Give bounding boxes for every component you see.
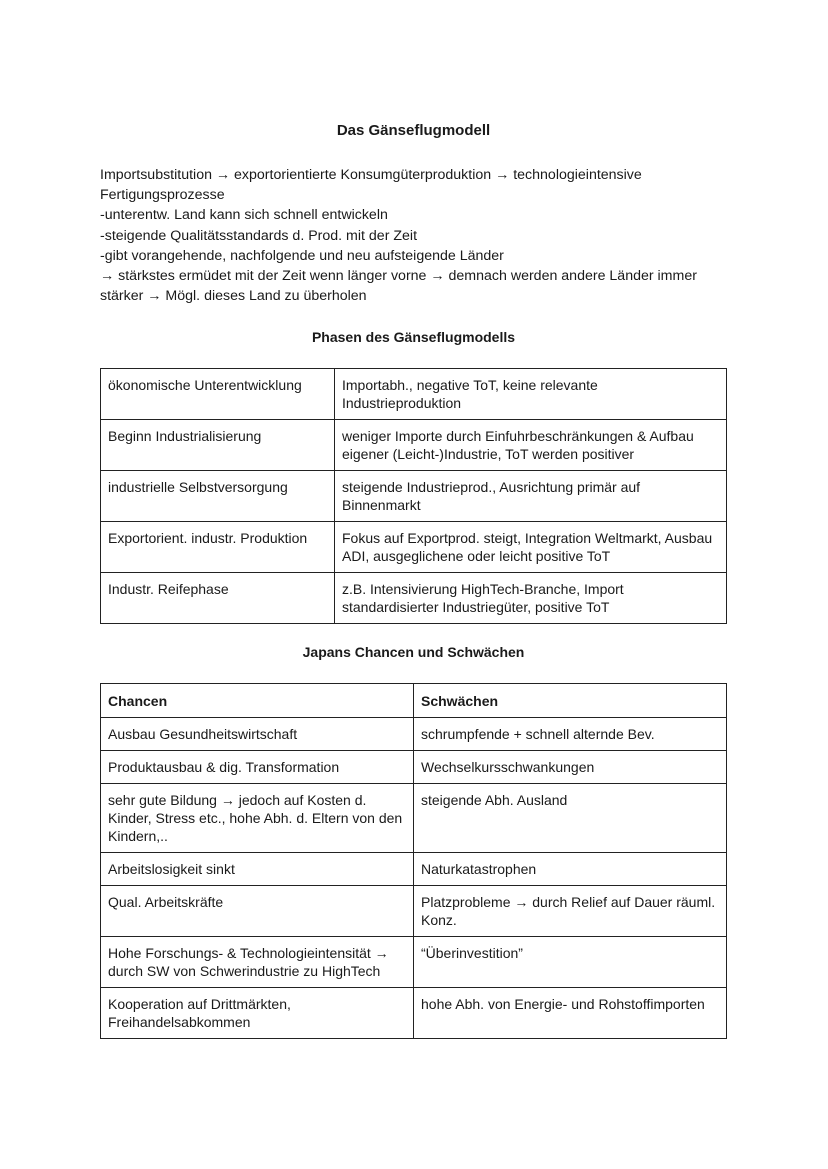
table-row: [101, 937, 727, 988]
table-row: [101, 420, 727, 471]
table-row: [101, 718, 727, 751]
table-header-row: [101, 684, 727, 718]
intro-line: -unterentw. Land kann sich schnell entwickeln: [100, 207, 388, 224]
intro-text: [100, 165, 727, 306]
phases-table: [100, 368, 727, 624]
chance-cell: sehr gute Bildung → jedoch auf Kosten d. Kinder, Stress etc., hohe Abh. d. Eltern von den Kindern,..: [101, 784, 414, 853]
schwaeche-cell: Platzprobleme → durch Relief auf Dauer räuml. Konz.: [414, 886, 727, 937]
phase-desc-cell: Fokus auf Exportprod. steigt, Integration Weltmarkt, Ausbau ADI, ausgeglichene oder leicht positive ToT: [335, 522, 727, 573]
phase-name-cell: Exportorient. industr. Produktion: [101, 522, 335, 573]
chance-cell: Hohe Forschungs- & Technologieintensität → durch SW von Schwerindustrie zu HighTech: [101, 937, 414, 988]
phase-name-cell: Industr. Reifephase: [101, 573, 335, 624]
intro-line: -steigende Qualitätsstandards d. Prod. mit der Zeit: [100, 227, 418, 244]
japan-heading: Japans Chancen und Schwächen: [302, 644, 525, 660]
phase-name-cell: industrielle Selbstversorgung: [101, 471, 335, 522]
phase-desc-cell: steigende Industrieprod., Ausrichtung primär auf Binnenmarkt: [335, 471, 727, 522]
phase-desc-cell: weniger Importe durch Einfuhrbeschränkungen & Aufbau eigener (Leicht-)Industrie, ToT werden positiver: [335, 420, 727, 471]
phase-name-cell: ökonomische Unterentwicklung: [101, 369, 335, 420]
table-row: [101, 522, 727, 573]
column-header-chancen: Chancen: [101, 684, 414, 718]
chance-cell: Kooperation auf Drittmärkten, Freihandelsabkommen: [101, 988, 414, 1039]
schwaeche-cell: “Überinvestition”: [414, 937, 727, 988]
table-row: [101, 369, 727, 420]
chance-cell: Qual. Arbeitskräfte: [101, 886, 414, 937]
table-row: [101, 784, 727, 853]
schwaeche-cell: steigende Abh. Ausland: [414, 784, 727, 853]
phases-heading: Phasen des Gänseflugmodells: [311, 329, 516, 345]
table-row: [101, 471, 727, 522]
chance-cell: Arbeitslosigkeit sinkt: [101, 853, 414, 886]
table-row: [101, 573, 727, 624]
schwaeche-cell: hohe Abh. von Energie- und Rohstoffimporten: [414, 988, 727, 1039]
schwaeche-cell: schrumpfende + schnell alternde Bev.: [414, 718, 727, 751]
schwaeche-cell: Naturkatastrophen: [414, 853, 727, 886]
phase-desc-cell: z.B. Intensivierung HighTech-Branche, Import standardisierter Industriegüter, positive ToT: [335, 573, 727, 624]
table-row: [101, 988, 727, 1039]
phase-desc-cell: Importabh., negative ToT, keine relevante Industrieproduktion: [335, 369, 727, 420]
phase-name-cell: Beginn Industrialisierung: [101, 420, 335, 471]
intro-line: → stärkstes ermüdet mit der Zeit wenn länger vorne → demnach werden andere Länder immer stärker → Mögl. dieses Land zu überholen: [100, 268, 697, 305]
intro-line: Importsubstitution → exportorientierte Konsumgüterproduktion → technologieintensive Fertigungsprozesse: [100, 167, 642, 204]
document-title: Das Gänseflugmodell: [336, 122, 491, 139]
japan-table: [100, 683, 727, 1039]
table-row: [101, 853, 727, 886]
column-header-schwaechen: Schwächen: [414, 684, 727, 718]
intro-line: -gibt vorangehende, nachfolgende und neu aufsteigende Länder: [100, 247, 504, 264]
chance-cell: Ausbau Gesundheitswirtschaft: [101, 718, 414, 751]
schwaeche-cell: Wechselkursschwankungen: [414, 751, 727, 784]
table-row: [101, 886, 727, 937]
chance-cell: Produktausbau & dig. Transformation: [101, 751, 414, 784]
table-row: [101, 751, 727, 784]
